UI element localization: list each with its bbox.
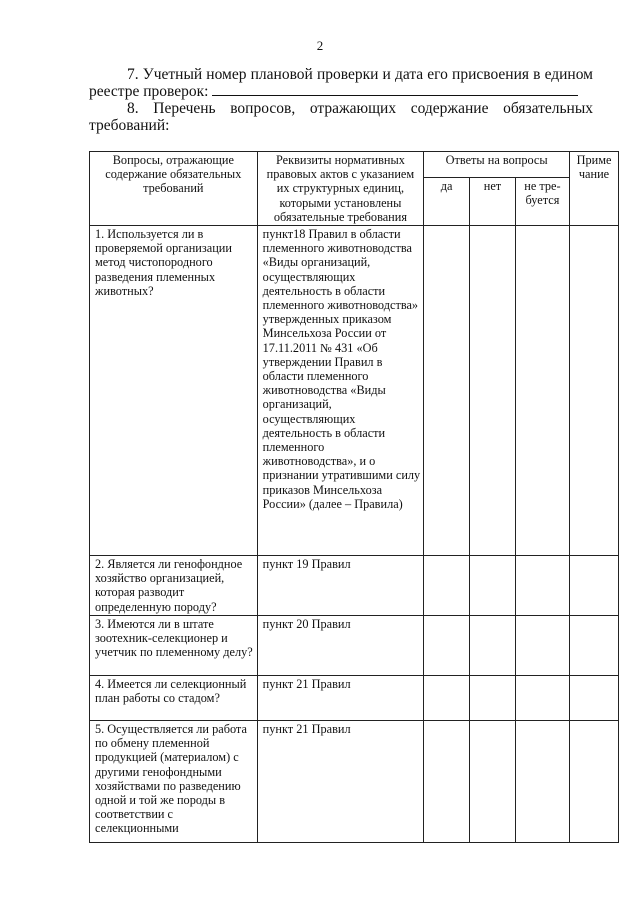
requisite-cell: пункт18 Правил в области племенного животноводства «Виды организаций, осуществляющих деятельность в области племенного животноводства» утвержденных приказом Минсельхоза России от 17.11.2011 № 431 «Об утверждении Правил в области племенного животноводства «Виды организаций, осуществляющих деятельность в области племенного животноводства», и о признании утратившими силу приказов Минсельхоза России» (далее – Правила) xyxy=(257,226,424,556)
answer-not-required-cell xyxy=(515,616,569,676)
answer-not-required-cell xyxy=(515,676,569,721)
note-cell xyxy=(570,226,619,556)
header-yes: да xyxy=(424,178,470,226)
table-row xyxy=(90,721,619,843)
requirements-table xyxy=(89,151,619,843)
requisite-cell: пункт 21 Правил xyxy=(257,676,424,721)
header-note: Приме чание xyxy=(570,152,619,226)
answer-no-cell xyxy=(470,616,516,676)
header-no: нет xyxy=(470,178,516,226)
question-cell: 3. Имеются ли в штате зоотехник-селекционер и учетчик по племенному делу? xyxy=(90,616,258,676)
table-row xyxy=(90,556,619,616)
item-8-paragraph: 8. Перечень вопросов, отражающих содержание обязательных требований: xyxy=(89,100,593,134)
table-row xyxy=(90,226,619,556)
note-cell xyxy=(570,676,619,721)
answer-yes-cell xyxy=(424,616,470,676)
note-cell xyxy=(570,556,619,616)
question-cell: 4. Имеется ли селекционный план работы со стадом? xyxy=(90,676,258,721)
answer-yes-cell xyxy=(424,721,470,843)
answer-no-cell xyxy=(470,721,516,843)
table-row xyxy=(90,616,619,676)
requisite-cell: пункт 21 Правил xyxy=(257,721,424,843)
answer-no-cell xyxy=(470,676,516,721)
answer-not-required-cell xyxy=(515,226,569,556)
question-cell: 5. Осуществляется ли работа по обмену племенной продукцией (материалом) с другими генофондными хозяйствами по разведению одной и той же породы в соответствии с селекционными xyxy=(90,721,258,843)
answer-yes-cell xyxy=(424,676,470,721)
header-requisites: Реквизиты нормативных правовых актов с указанием их структурных единиц, которыми установлены обязательные требования xyxy=(257,152,424,226)
answer-yes-cell xyxy=(424,556,470,616)
header-not-required: не тре-буется xyxy=(515,178,569,226)
requisite-cell: пункт 20 Правил xyxy=(257,616,424,676)
answer-yes-cell xyxy=(424,226,470,556)
item-7-paragraph xyxy=(89,66,593,100)
registry-number-blank xyxy=(212,83,578,96)
question-cell: 1. Используется ли в проверяемой организации метод чистопородного разведения племенных животных? xyxy=(90,226,258,556)
answer-no-cell xyxy=(470,556,516,616)
table-row xyxy=(90,676,619,721)
answer-not-required-cell xyxy=(515,721,569,843)
header-answers: Ответы на вопросы xyxy=(424,152,570,178)
page-number: 2 xyxy=(316,38,324,53)
table-header-row xyxy=(90,152,619,178)
item-7-text: 7. Учетный номер плановой проверки и дата его присвоения в едином реестре проверок: xyxy=(89,66,593,100)
requisite-cell: пункт 19 Правил xyxy=(257,556,424,616)
header-questions: Вопросы, отражающие содержание обязательных требований xyxy=(90,152,258,226)
answer-no-cell xyxy=(470,226,516,556)
note-cell xyxy=(570,616,619,676)
question-cell: 2. Является ли генофондное хозяйство организацией, которая разводит определенную породу? xyxy=(90,556,258,616)
note-cell xyxy=(570,721,619,843)
answer-not-required-cell xyxy=(515,556,569,616)
